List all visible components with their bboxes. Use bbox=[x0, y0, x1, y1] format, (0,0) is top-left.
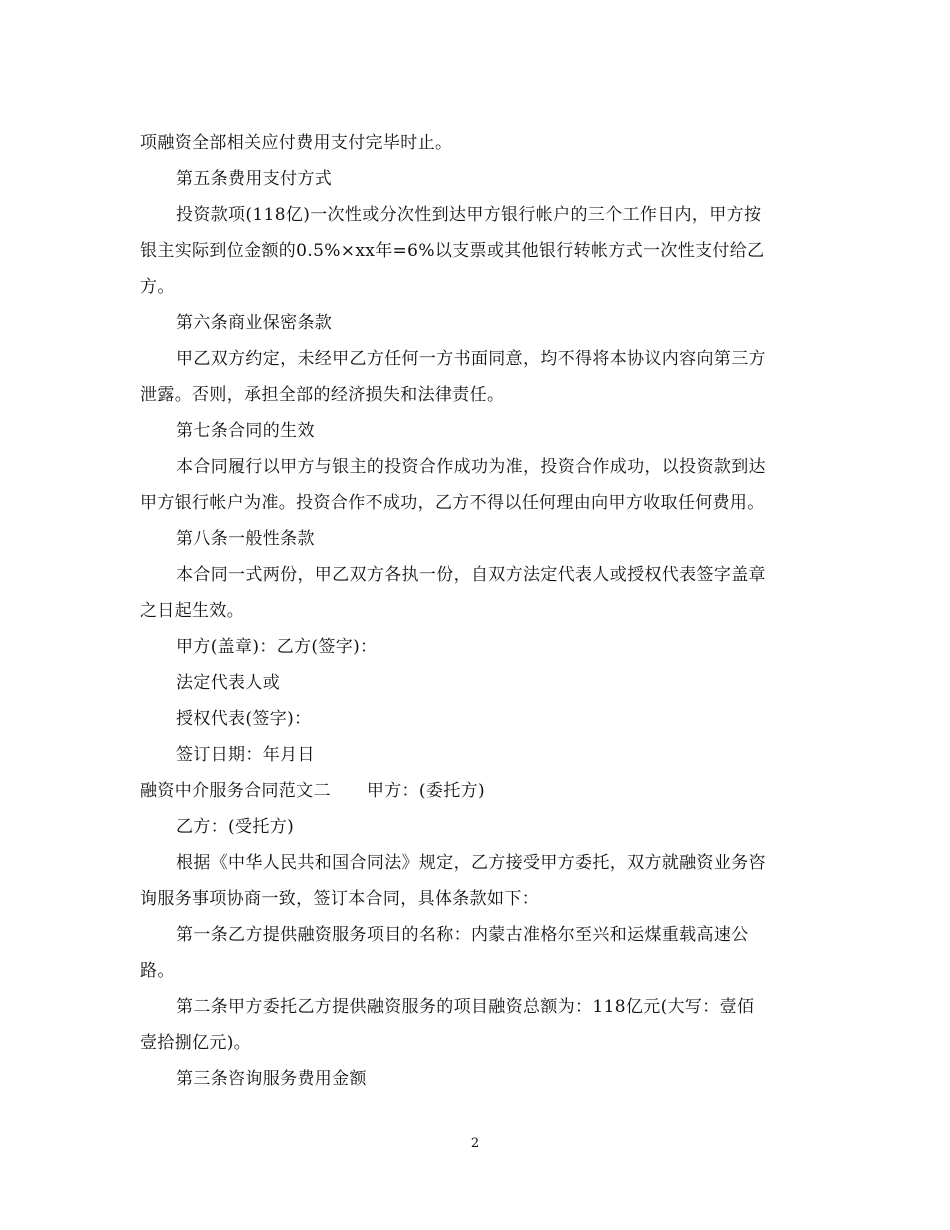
paragraph-line: 之日起生效。 bbox=[140, 601, 245, 621]
party-b-label: 乙方：(受托方) bbox=[176, 817, 295, 837]
paragraph-line: 根据《中华人民共和国合同法》规定，乙方接受甲方委托，双方就融资业务咨 bbox=[176, 853, 766, 873]
paragraph-line: 询服务事项协商一致，签订本合同，具体条款如下： bbox=[140, 889, 540, 909]
paragraph-line: 甲乙双方约定，未经甲乙方任何一方书面同意，均不得将本协议内容向第三方 bbox=[176, 349, 766, 369]
clause-heading: 第八条一般性条款 bbox=[176, 529, 315, 549]
signature-line: 授权代表(签字)： bbox=[176, 709, 312, 729]
paragraph-line: 第二条甲方委托乙方提供融资服务的项目融资总额为：118亿元(大写：壹佰 bbox=[176, 997, 755, 1017]
party-a-label: 甲方：(委托方) bbox=[366, 781, 485, 801]
paragraph-line: 本合同履行以甲方与银主的投资合作成功为准，投资合作成功，以投资款到达 bbox=[176, 457, 766, 477]
paragraph-line: 本合同一式两份，甲乙双方各执一份，自双方法定代表人或授权代表签字盖章 bbox=[176, 565, 766, 585]
paragraph-line: 投资款项(118亿)一次性或分次性到达甲方银行帐户的三个工作日内，甲方按 bbox=[176, 205, 762, 225]
paragraph-line: 甲方银行帐户为准。投资合作不成功，乙方不得以任何理由向甲方收取任何费用。 bbox=[140, 493, 765, 513]
paragraph-line: 泄露。否则，承担全部的经济损失和法律责任。 bbox=[140, 385, 505, 405]
paragraph-line: 路。 bbox=[140, 961, 175, 981]
clause-heading: 第六条商业保密条款 bbox=[176, 313, 333, 333]
signing-date-line: 签订日期：年月日 bbox=[176, 745, 315, 765]
document-body bbox=[140, 125, 820, 1097]
page-number: 2 bbox=[470, 1136, 480, 1151]
second-contract-title-line bbox=[140, 773, 820, 809]
signature-line: 法定代表人或 bbox=[176, 673, 281, 693]
signature-line: 甲方(盖章)：乙方(签字)： bbox=[176, 637, 378, 657]
clause-heading: 第五条费用支付方式 bbox=[176, 169, 333, 189]
paragraph-line: 方。 bbox=[140, 277, 175, 297]
paragraph-line: 银主实际到位金额的0.5%×xx年=6%以支票或其他银行转帐方式一次性支付给乙 bbox=[140, 241, 765, 261]
second-contract-title: 融资中介服务合同范文二 bbox=[140, 781, 331, 801]
paragraph-line: 项融资全部相关应付费用支付完毕时止。 bbox=[140, 133, 453, 153]
paragraph-line: 第一条乙方提供融资服务项目的名称：内蒙古准格尔至兴和运煤重载高速公 bbox=[176, 925, 749, 945]
clause-heading: 第三条咨询服务费用金额 bbox=[176, 1069, 367, 1089]
paragraph-line: 壹拾捌亿元)。 bbox=[140, 1033, 252, 1053]
clause-heading: 第七条合同的生效 bbox=[176, 421, 315, 441]
